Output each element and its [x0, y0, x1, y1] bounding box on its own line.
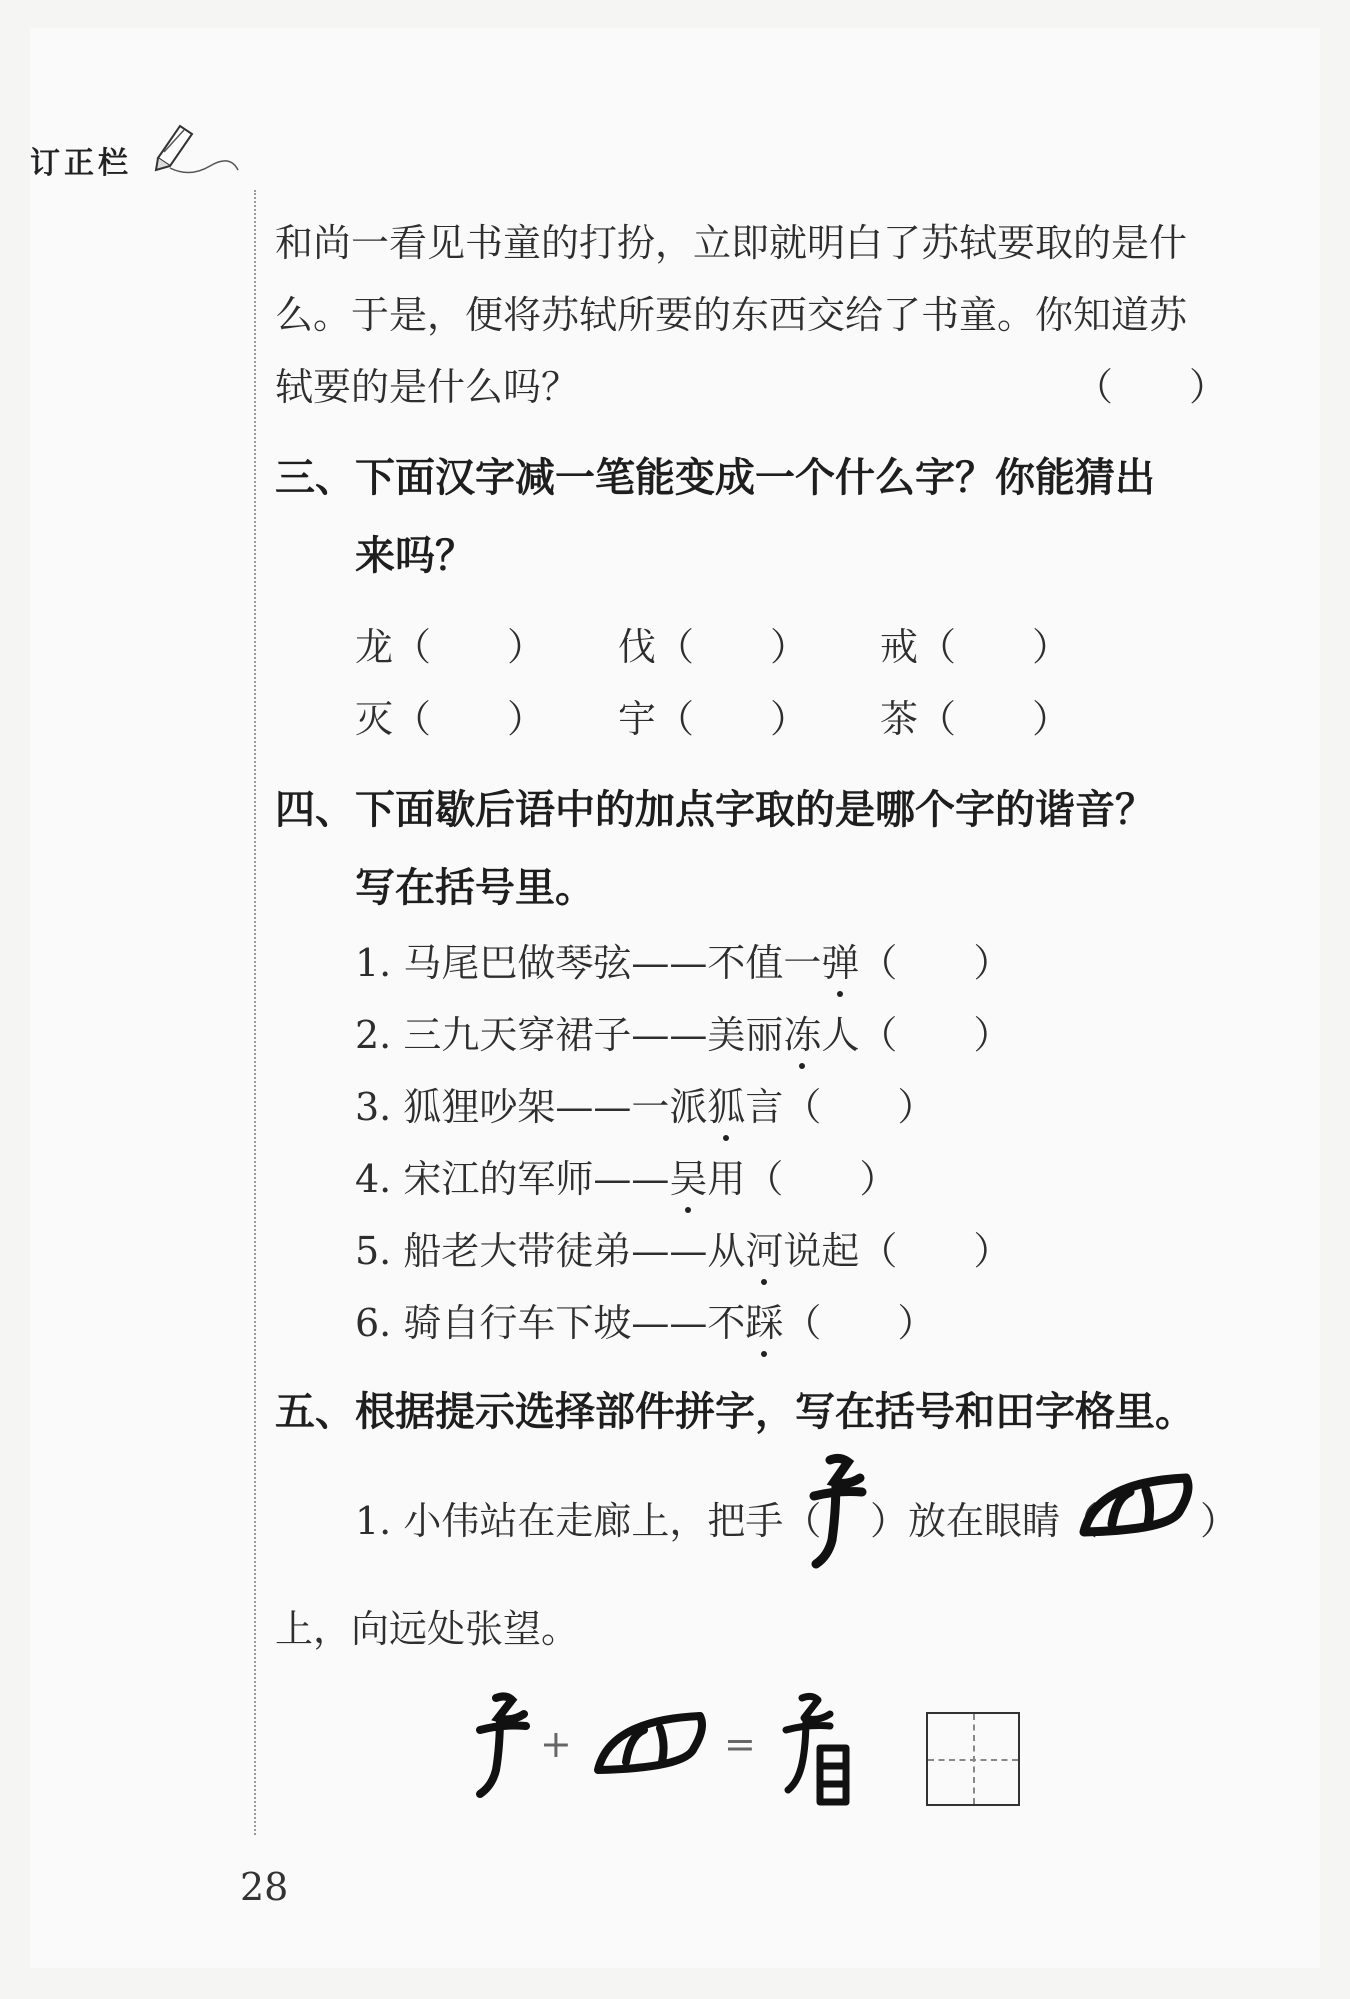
dotted-char: 踩 — [745, 1292, 783, 1347]
dotted-char: 吴 — [669, 1148, 707, 1203]
stroke-item-2[interactable]: 伐（ ） — [618, 625, 809, 669]
section4-title-line1: 四、下面歇后语中的加点字取的是哪个字的谐音？ — [275, 787, 1155, 833]
xiehouyu-item-2[interactable]: 2. 三九天穿裙子——美丽冻人（ ） — [355, 1004, 1011, 1059]
equals-sign: = — [724, 1722, 756, 1766]
ancient-eye-glyph — [590, 1708, 710, 1778]
pencil-icon — [150, 118, 240, 178]
page-number: 28 — [240, 1865, 289, 1909]
margin-divider — [254, 190, 256, 1835]
q1-text-start: 1. 小伟站在走廊上，把手（ — [355, 1499, 822, 1543]
stroke-item-3[interactable]: 戒（ ） — [880, 625, 1071, 669]
q1-text-mid: ）放在眼睛（ — [870, 1499, 1099, 1543]
section5-title: 五、根据提示选择部件拼字，写在括号和田字格里。 — [275, 1389, 1195, 1435]
ancient-hand-glyph — [800, 1452, 870, 1572]
dotted-char: 冻 — [783, 1004, 821, 1059]
xiehouyu-item-3[interactable]: 3. 狐狸吵架——一派狐言（ ） — [355, 1076, 935, 1131]
section3-title-line1: 三、下面汉字减一笔能变成一个什么字？你能猜出 — [275, 455, 1155, 501]
section3-title-line2: 来吗？ — [355, 533, 475, 579]
xiehouyu-item-1[interactable]: 1. 马尾巴做琴弦——不值一弹（ ） — [355, 932, 1011, 987]
ancient-eye-glyph — [1076, 1470, 1196, 1540]
tianzige-box[interactable] — [926, 1712, 1020, 1806]
passage-line-1: 和尚一看见书童的打扮，立即就明白了苏轼要取的是什 — [275, 221, 1188, 265]
xiehouyu-item-6[interactable]: 6. 骑自行车下坡——不踩（ ） — [355, 1292, 935, 1347]
ancient-look-glyph — [778, 1690, 858, 1810]
xiehouyu-item-4[interactable]: 4. 宋江的军师——吴用（ ） — [355, 1148, 897, 1203]
stroke-item-6[interactable]: 茶（ ） — [880, 697, 1071, 741]
dotted-char: 河 — [745, 1220, 783, 1275]
dotted-char: 弹 — [821, 932, 859, 987]
answer-blank[interactable]: （ ） — [1075, 365, 1228, 409]
ancient-hand-glyph — [468, 1690, 532, 1800]
plus-sign: + — [540, 1722, 572, 1766]
stroke-item-1[interactable]: 龙（ ） — [355, 625, 546, 669]
xiehouyu-item-5[interactable]: 5. 船老大带徒弟——从河说起（ ） — [355, 1220, 1011, 1275]
section4-title-line2: 写在括号里。 — [355, 865, 595, 911]
stroke-item-5[interactable]: 宇（ ） — [618, 697, 809, 741]
dotted-char: 狐 — [707, 1076, 745, 1131]
q1-text-end: ） — [1200, 1499, 1239, 1543]
q1-text-line2: 上，向远处张望。 — [275, 1607, 580, 1651]
passage-line-2: 么。于是，便将苏轼所要的东西交给了书童。你知道苏 — [275, 293, 1188, 337]
stroke-item-4[interactable]: 灭（ ） — [355, 697, 546, 741]
passage-line-3: 轼要的是什么吗？ — [275, 365, 580, 409]
correction-column-label: 订正栏 — [30, 146, 132, 181]
